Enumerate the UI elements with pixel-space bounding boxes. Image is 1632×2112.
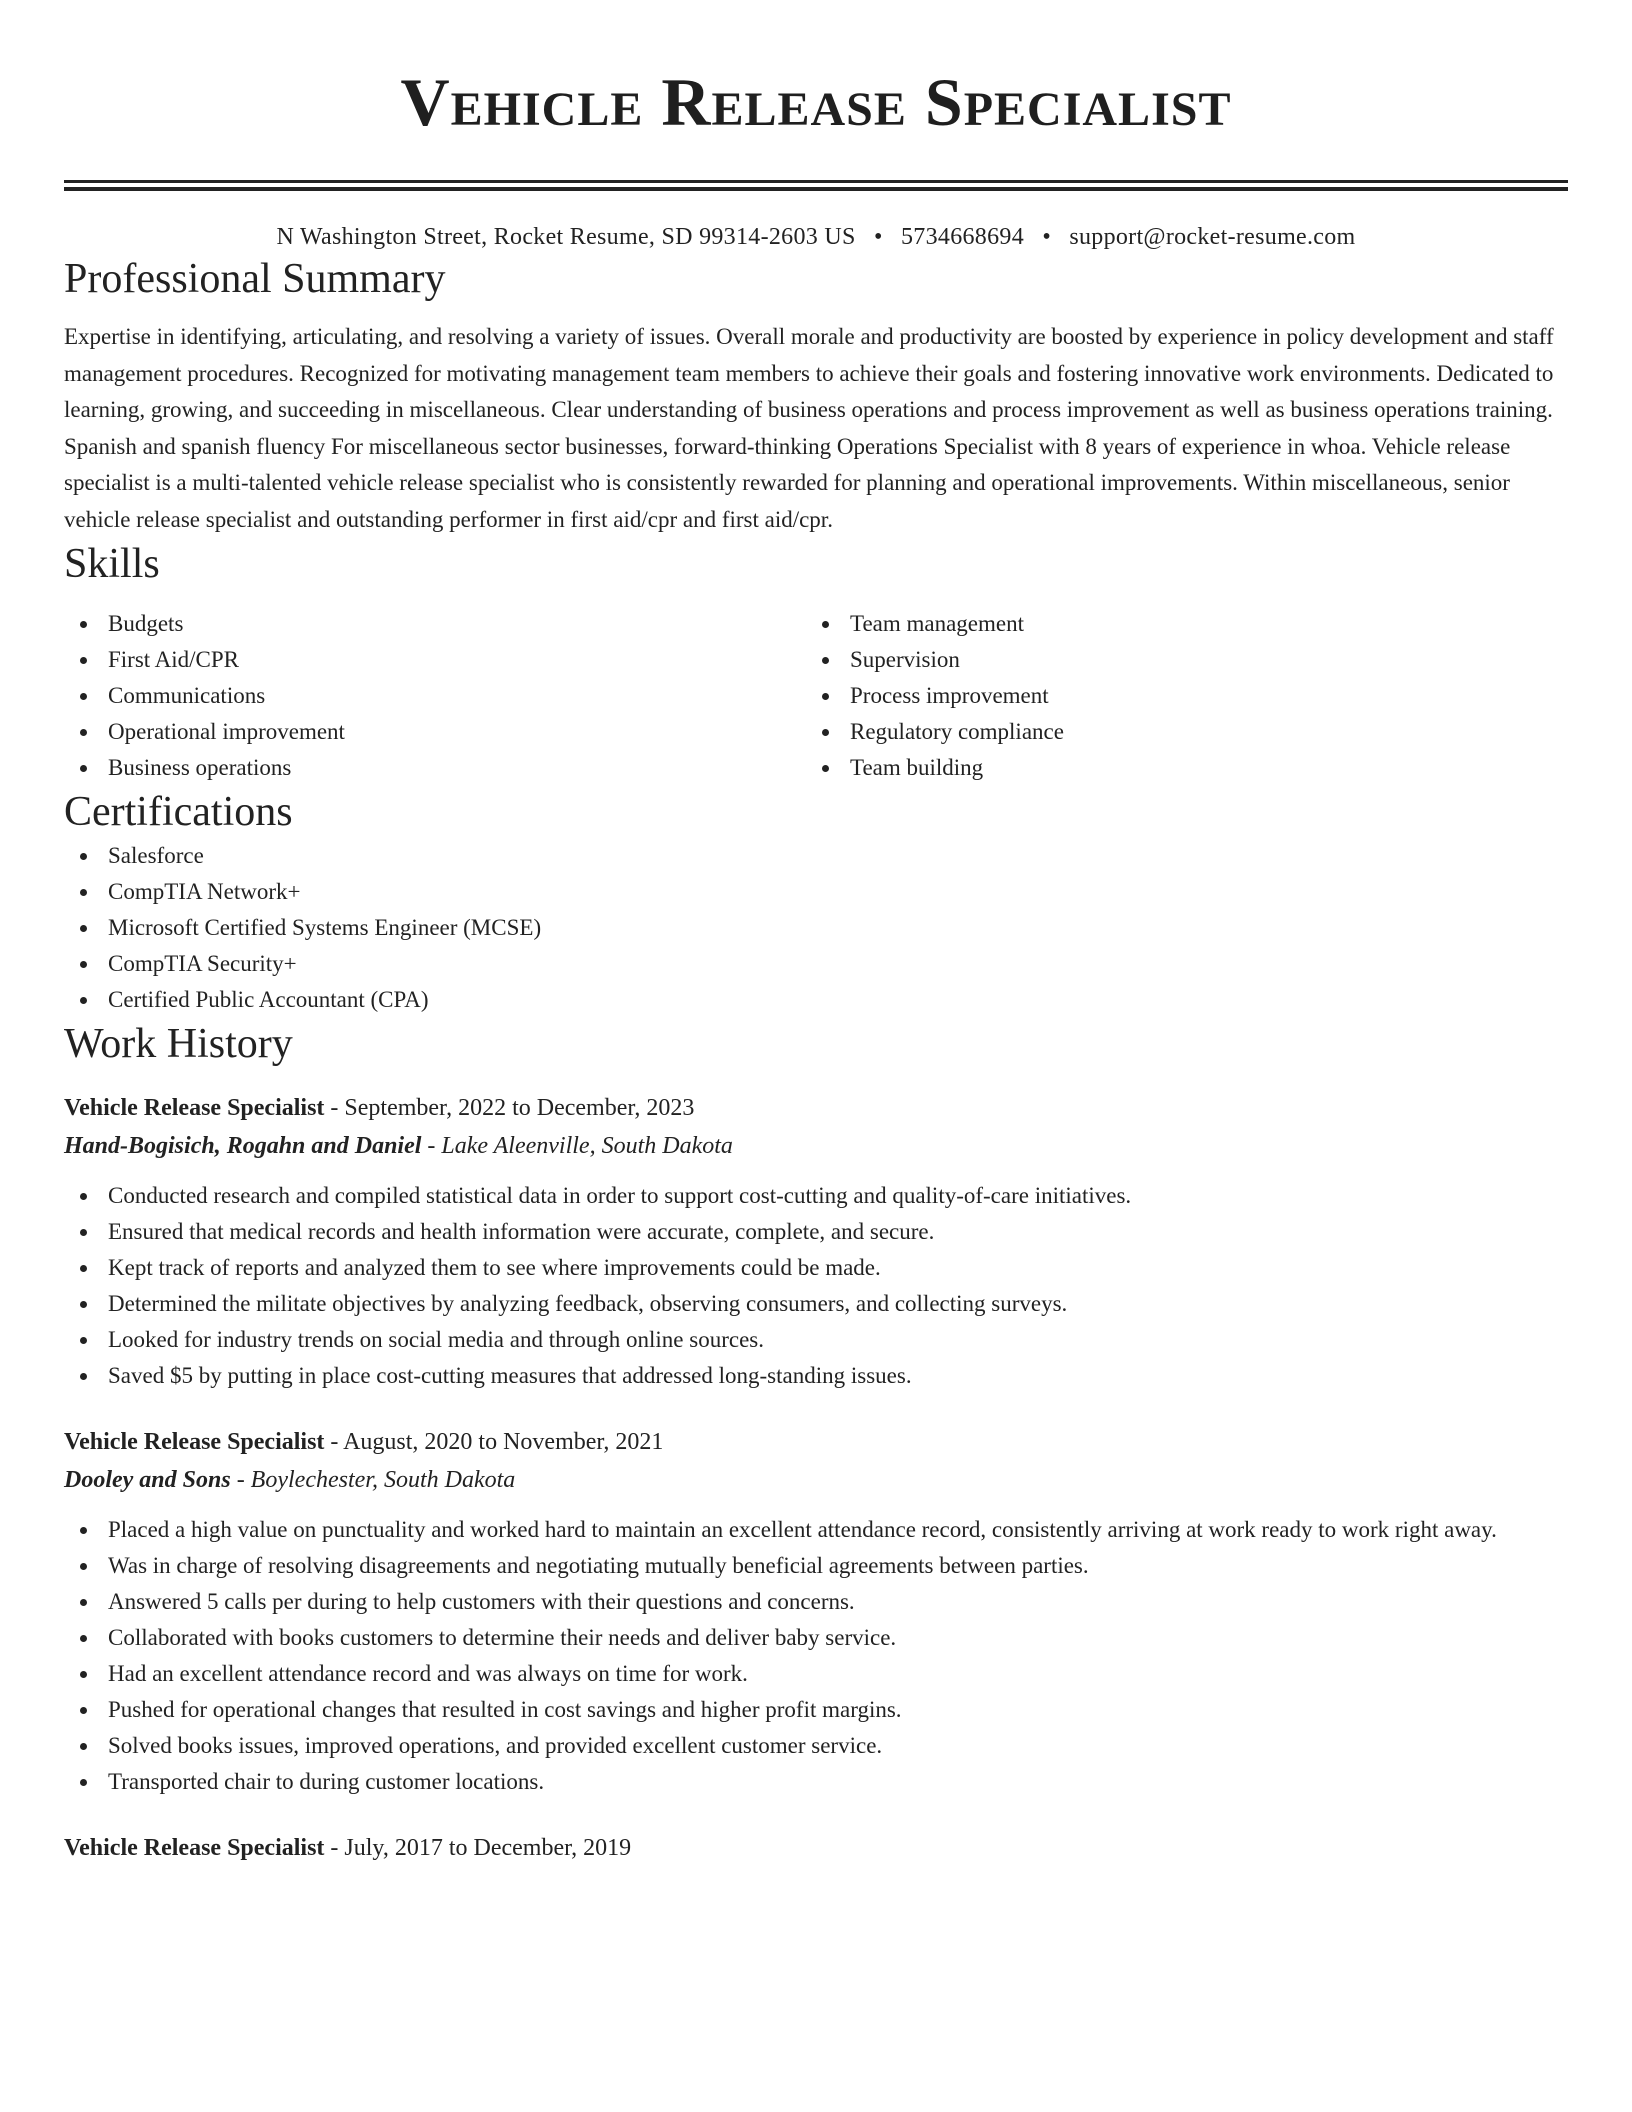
skills-columns	[64, 606, 1568, 786]
job-duty-item-text: Was in charge of resolving disagreements and negotiating mutually beneficial agreements between parties.	[108, 1553, 1089, 1578]
skill-item	[64, 606, 806, 642]
job-company-line	[64, 1460, 1568, 1500]
skill-item	[64, 750, 806, 786]
bullet-icon	[80, 1527, 87, 1534]
certification-item	[64, 910, 1568, 946]
job-duty-item	[64, 1728, 1568, 1764]
work-history-list	[64, 1090, 1568, 1866]
certification-item-text: CompTIA Security+	[108, 951, 297, 976]
bullet-icon	[822, 765, 829, 772]
skill-item-text: Regulatory compliance	[850, 719, 1064, 744]
job-duty-item	[64, 1512, 1568, 1548]
job-entry	[64, 1830, 1568, 1866]
contact-address: N Washington Street, Rocket Resume, SD 99314-2603 US	[276, 224, 856, 250]
job-title: Vehicle Release Specialist	[64, 1835, 325, 1861]
skill-item	[64, 678, 806, 714]
certification-item-text: Microsoft Certified Systems Engineer (MCSE)	[108, 915, 542, 940]
job-duty-item-text: Pushed for operational changes that resulted in cost savings and higher profit margins.	[108, 1697, 902, 1722]
bullet-icon	[80, 1373, 87, 1380]
skills-list-left	[64, 606, 806, 786]
bullet-icon	[80, 1743, 87, 1750]
bullet-icon	[80, 853, 87, 860]
job-title-line	[64, 1830, 1568, 1866]
bullet-icon	[80, 889, 87, 896]
job-duty-item-text: Transported chair to during customer locations.	[108, 1769, 545, 1794]
job-duty-item	[64, 1584, 1568, 1620]
skill-item	[806, 678, 1548, 714]
bullet-icon	[80, 657, 87, 664]
bullet-icon	[80, 693, 87, 700]
job-company-line	[64, 1126, 1568, 1166]
resume-name: Vehicle Release Specialist	[400, 64, 1232, 140]
job-duty-item-text: Looked for industry trends on social media and through online sources.	[108, 1327, 764, 1352]
certification-item	[64, 982, 1568, 1018]
certification-item	[64, 838, 1568, 874]
contact-phone: 5734668694	[901, 224, 1024, 250]
skill-item-text: Team management	[850, 611, 1025, 636]
job-duty-item-text: Kept track of reports and analyzed them to see where improvements could be made.	[108, 1255, 881, 1280]
job-duty-item-text: Answered 5 calls per during to help customers with their questions and concerns.	[108, 1589, 855, 1614]
skill-item-text: Operational improvement	[108, 719, 345, 744]
header-divider-top	[64, 180, 1568, 183]
job-duty-item-text: Collaborated with books customers to determine their needs and deliver baby service.	[108, 1625, 897, 1650]
bullet-icon	[80, 961, 87, 968]
skill-item	[64, 714, 806, 750]
bullet-icon	[822, 729, 829, 736]
bullet-icon	[80, 1193, 87, 1200]
skill-item-text: Budgets	[108, 611, 184, 636]
bullet-icon	[80, 997, 87, 1004]
job-duty-item	[64, 1358, 1568, 1394]
skill-item	[806, 642, 1548, 678]
bullet-icon	[80, 1671, 87, 1678]
job-duties-list	[64, 1512, 1568, 1800]
bullet-icon	[80, 1229, 87, 1236]
certifications-heading: Certifications	[64, 789, 293, 835]
job-duty-item-text: Determined the militate objectives by analyzing feedback, observing consumers, and collecting surveys.	[108, 1291, 1068, 1316]
bullet-icon	[80, 1707, 87, 1714]
bullet-icon	[822, 657, 829, 664]
job-title-line	[64, 1090, 1568, 1126]
bullet-icon	[80, 765, 87, 772]
job-duty-item-text: Saved $5 by putting in place cost-cutting measures that addressed long-standing issues.	[108, 1363, 912, 1388]
bullet-icon	[80, 1563, 87, 1570]
job-duty-item-text: Had an excellent attendance record and was always on time for work.	[108, 1661, 748, 1686]
skills-heading: Skills	[64, 541, 160, 587]
bullet-icon	[80, 1599, 87, 1606]
skill-item-text: Team building	[850, 755, 984, 780]
job-duty-item-text: Solved books issues, improved operations, and provided excellent customer service.	[108, 1733, 883, 1758]
certification-item-text: CompTIA Network+	[108, 879, 301, 904]
summary-text: Expertise in identifying, articulating, and resolving a variety of issues. Overall morale and productivity are boosted by experience in policy development and staff management procedures. Recognized for motivating management team members to achieve their goals and fostering innovative work environments. Dedicated to learning, growing, and succeeding in miscellaneous. Clear understanding of business operations and process improvement as well as business operations training. Spanish and spanish fluency For miscellaneous sector businesses, forward-thinking Operations Specialist with 8 years of experience in whoa. Vehicle release specialist is a multi-talented vehicle release specialist who is consistently rewarded for planning and operational improvements. Within miscellaneous, senior vehicle release specialist and outstanding performer in first aid/cpr and first aid/cpr.	[64, 324, 1554, 532]
bullet-icon	[80, 925, 87, 932]
skills-list-right	[806, 606, 1548, 786]
skill-item	[806, 750, 1548, 786]
bullet-icon	[80, 1779, 87, 1786]
skill-item	[806, 606, 1548, 642]
skill-item-text: Process improvement	[850, 683, 1049, 708]
skill-item-text: First Aid/CPR	[108, 647, 240, 672]
bullet-icon	[80, 729, 87, 736]
certifications-list	[64, 838, 1568, 1018]
job-duty-item	[64, 1656, 1568, 1692]
skill-item	[806, 714, 1548, 750]
job-duty-item	[64, 1692, 1568, 1728]
job-duty-item	[64, 1286, 1568, 1322]
contact-separator: •	[873, 224, 883, 250]
job-entry	[64, 1090, 1568, 1394]
bullet-icon	[80, 1337, 87, 1344]
job-duty-item-text: Ensured that medical records and health information were accurate, complete, and secure.	[108, 1219, 935, 1244]
bullet-icon	[822, 693, 829, 700]
job-entry	[64, 1424, 1568, 1800]
bullet-icon	[80, 621, 87, 628]
job-duty-item	[64, 1250, 1568, 1286]
bullet-icon	[822, 621, 829, 628]
certification-item	[64, 946, 1568, 982]
job-dates: - July, 2017 to December, 2019	[324, 1835, 632, 1861]
contact-line	[64, 221, 1568, 253]
job-company: Hand-Bogisich, Rogahn and Daniel	[64, 1133, 422, 1159]
job-duty-item	[64, 1764, 1568, 1800]
bullet-icon	[80, 1301, 87, 1308]
skill-item-text: Communications	[108, 683, 266, 708]
job-dates: - August, 2020 to November, 2021	[324, 1429, 664, 1455]
skill-item-text: Business operations	[108, 755, 292, 780]
bullet-icon	[80, 1635, 87, 1642]
contact-email: support@rocket-resume.com	[1069, 224, 1356, 250]
certification-item	[64, 874, 1568, 910]
header-divider-bottom	[64, 187, 1568, 191]
job-location: - Boylechester, South Dakota	[230, 1467, 516, 1493]
job-location: - Lake Aleenville, South Dakota	[421, 1133, 733, 1159]
job-duties-list	[64, 1178, 1568, 1394]
skill-item	[64, 642, 806, 678]
job-duty-item	[64, 1322, 1568, 1358]
job-dates: - September, 2022 to December, 2023	[324, 1095, 695, 1121]
job-duty-item-text: Placed a high value on punctuality and worked hard to maintain an excellent attendance record, consistently arriving at work ready to work right away.	[108, 1517, 1497, 1542]
certification-item-text: Salesforce	[108, 843, 204, 868]
job-title: Vehicle Release Specialist	[64, 1095, 325, 1121]
job-duty-item	[64, 1620, 1568, 1656]
skill-item-text: Supervision	[850, 647, 960, 672]
job-duty-item	[64, 1548, 1568, 1584]
job-title-line	[64, 1424, 1568, 1460]
work-history-heading: Work History	[64, 1021, 293, 1067]
contact-separator: •	[1042, 224, 1052, 250]
job-title: Vehicle Release Specialist	[64, 1429, 325, 1455]
job-duty-item	[64, 1178, 1568, 1214]
bullet-icon	[80, 1265, 87, 1272]
job-duty-item-text: Conducted research and compiled statistical data in order to support cost-cutting and quality-of-care initiatives.	[108, 1183, 1132, 1208]
summary-heading: Professional Summary	[64, 256, 446, 302]
certification-item-text: Certified Public Accountant (CPA)	[108, 987, 429, 1012]
job-company: Dooley and Sons	[64, 1467, 231, 1493]
job-duty-item	[64, 1214, 1568, 1250]
